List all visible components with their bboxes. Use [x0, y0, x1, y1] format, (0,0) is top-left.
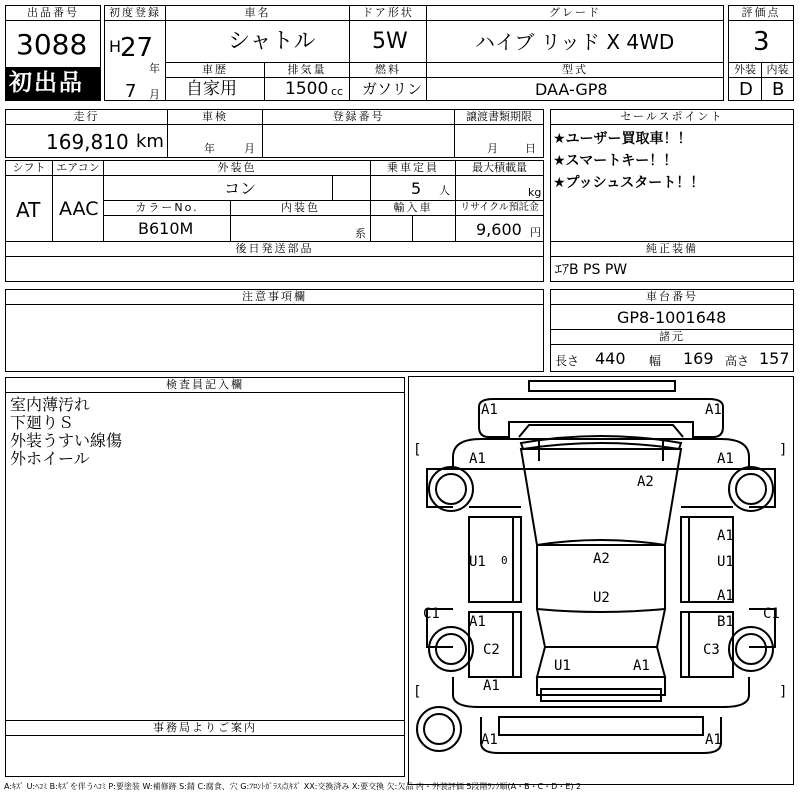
- recycle-amount: 9,600: [476, 220, 522, 239]
- mileage-unit: km: [136, 131, 164, 152]
- notes-label: 注意事項欄: [5, 289, 544, 305]
- diagram-mark-6: U1: [469, 554, 486, 570]
- int-color-unit: 系: [355, 227, 366, 240]
- diagram-mark-18: C3: [703, 642, 720, 658]
- car-name: シャトル: [228, 29, 316, 54]
- reg-number-label: 登録番号: [262, 109, 455, 125]
- mileage: 169,810: [46, 130, 129, 154]
- inspector-line-2: 下廻りＳ: [10, 413, 75, 432]
- diagram-mark-4: A1: [717, 451, 734, 467]
- import-label: 輸入車: [370, 200, 456, 216]
- capacity-label: 乗車定員: [370, 160, 456, 176]
- bracket-left-bottom: [: [413, 684, 422, 700]
- ext-grade-cell: [728, 77, 762, 101]
- inspector-line-4: 外ホイール: [10, 449, 90, 468]
- capacity-unit: 人: [439, 184, 450, 197]
- diagram-mark-2: A1: [705, 402, 722, 418]
- recycle-label: リサイクル預託金: [455, 200, 544, 216]
- later-parts-cell: [5, 256, 544, 282]
- diagram-mark-5: A2: [637, 474, 654, 490]
- import-cell: [370, 215, 456, 242]
- max-load-cell: [455, 175, 544, 201]
- history: 自家用: [186, 79, 237, 99]
- chassis-number: GP8-1001648: [617, 308, 727, 327]
- score-label: 評価点: [728, 5, 794, 21]
- fuel: ガソリン: [362, 80, 423, 98]
- length-label: 長さ: [555, 354, 580, 368]
- diagram-mark-13: B1: [717, 614, 734, 630]
- int-color-cell: [230, 215, 371, 242]
- transfer-cell: [454, 124, 544, 158]
- inspection-cell: [167, 124, 263, 158]
- displacement: 1500: [285, 79, 329, 99]
- ac-cell: [52, 175, 104, 242]
- mileage-cell: [5, 124, 168, 158]
- diagram-mark-11: U2: [593, 590, 610, 606]
- history-cell: [165, 77, 265, 101]
- bracket-right-bottom: ]: [779, 684, 788, 700]
- door-label: ドア形状: [349, 5, 427, 21]
- month-unit: 月: [149, 88, 160, 101]
- diagram-mark-20: A1: [633, 658, 650, 674]
- office-cell: [5, 735, 405, 777]
- diagram-mark-9: U1: [717, 554, 734, 570]
- lot-number: 3088: [16, 28, 88, 61]
- damage-diagram: [408, 376, 794, 785]
- ac: AAC: [59, 198, 99, 220]
- ext-grade: D: [739, 79, 753, 100]
- era: H: [109, 37, 122, 56]
- dims-cell: [550, 344, 794, 372]
- diagram-mark-14: C1: [423, 606, 440, 622]
- chassis-label: 車台番号: [550, 289, 794, 305]
- displacement-cell: [264, 77, 350, 101]
- import-divider: [412, 216, 413, 242]
- insp-year-unit: 年: [204, 142, 215, 155]
- transfer-label: 譲渡書類期限: [454, 109, 544, 125]
- history-label: 車歴: [165, 62, 265, 78]
- equipment-cell: [550, 256, 794, 282]
- inspector-line-1: 室内薄汚れ: [10, 395, 91, 414]
- diagram-mark-7: A1: [717, 528, 734, 544]
- lot-number-label: 出品番号: [5, 5, 101, 21]
- equipment: ｴｱB PS PW: [555, 262, 628, 278]
- grade-label: グレード: [426, 5, 724, 21]
- door-type: 5W: [372, 29, 408, 54]
- sales-point-2: ★スマートキー！！: [553, 153, 678, 169]
- reg-number-cell: [262, 124, 455, 158]
- transfer-day-unit: 日: [525, 142, 536, 155]
- int-grade-label: 内装: [761, 62, 794, 78]
- dims-label: 諸元: [550, 329, 794, 345]
- car-name-label: 車名: [165, 5, 350, 21]
- fuel-cell: [349, 77, 427, 101]
- sales-point-cell: [550, 124, 794, 242]
- height-label: 高さ: [725, 354, 750, 368]
- diagram-mark-1: A1: [481, 402, 498, 418]
- chassis-cell: [550, 304, 794, 330]
- shift: AT: [16, 198, 41, 222]
- score: 3: [753, 27, 770, 57]
- diagram-mark-15: C1: [763, 606, 780, 622]
- model-code: DAA-GP8: [535, 80, 608, 99]
- inspector-line-3: 外装うすい線傷: [10, 431, 123, 450]
- sales-point-label: セールスポイント: [550, 109, 794, 125]
- height: 157: [759, 349, 790, 368]
- transfer-month-unit: 月: [487, 142, 498, 155]
- ext-color-label: 外装色: [103, 160, 371, 176]
- model-label: 型式: [426, 62, 724, 78]
- color-no-label: カラーNo.: [103, 200, 231, 216]
- sales-point-1: ★ユーザー買取車！！: [553, 131, 692, 147]
- grade: ハイブ リッド X 4WD: [475, 30, 675, 54]
- zero-mark: 0: [501, 554, 508, 567]
- inspector-cell: [5, 392, 405, 721]
- notes-cell: [5, 304, 544, 372]
- diagram-mark-21: A1: [483, 678, 500, 694]
- office-label: 事務局よりご案内: [5, 720, 405, 736]
- fuel-label: 燃料: [349, 62, 427, 78]
- first-listing-text: 初出品: [9, 70, 84, 96]
- reg-year: 27: [120, 33, 154, 63]
- shift-label: シフト: [5, 160, 53, 176]
- color-no: B610M: [138, 219, 194, 238]
- first-reg-label: 初度登録: [104, 5, 166, 21]
- first-reg-cell: [104, 20, 166, 101]
- year-unit: 年: [149, 62, 160, 75]
- max-load-label: 最大積載量: [455, 160, 544, 176]
- insp-month-unit: 月: [244, 142, 255, 155]
- max-load-unit: kg: [528, 186, 542, 199]
- ext-grade-label: 外装: [728, 62, 762, 78]
- ext-color: コン: [224, 179, 257, 198]
- bracket-left-top: [: [413, 442, 422, 458]
- diagram-mark-24: A1: [705, 732, 722, 748]
- equipment-label: 純正装備: [550, 241, 794, 257]
- recycle-cell: [455, 215, 544, 242]
- score-cell: [728, 20, 794, 63]
- diagram-mark-19: U1: [554, 658, 571, 674]
- capacity-cell: [370, 175, 456, 201]
- length: 440: [595, 349, 626, 368]
- model-cell: [426, 77, 724, 101]
- ext-color-cell: [103, 175, 371, 201]
- car-outline-icon: [409, 377, 793, 784]
- legend: A:ｷｽﾞ U:ﾍｺﾐ B:ｷｽﾞを伴うﾍｺﾐ P:要塗装 W:補修跡 S:錆 C:腐食、穴 G:ﾌﾛﾝﾄｶﾞﾗｽ点ｷｽﾞ XX:交換済み X:要交換 欠:欠品 内・外装評価 5段階ﾗﾝｸ順(A・B・C・D・E) 2: [4, 782, 582, 791]
- diagram-mark-10: A1: [717, 588, 734, 604]
- diagram-mark-3: A1: [469, 451, 486, 467]
- door-cell: [349, 20, 427, 63]
- shift-cell: [5, 175, 53, 242]
- grade-cell: [426, 20, 724, 63]
- lot-number-cell: [5, 20, 101, 68]
- car-name-cell: [165, 20, 350, 63]
- first-listing-badge: [5, 67, 101, 101]
- ac-label: エアコン: [52, 160, 104, 176]
- inspection-label: 車検: [167, 109, 263, 125]
- diagram-mark-23: A1: [481, 732, 498, 748]
- sales-point-3: ★プッシュスタート！！: [553, 175, 705, 191]
- diagram-mark-17: C2: [483, 642, 500, 658]
- bracket-right-top: ]: [779, 442, 788, 458]
- inspector-label: 検査員記入欄: [5, 377, 405, 393]
- width: 169: [683, 349, 714, 368]
- displacement-unit: cc: [331, 85, 344, 98]
- color-no-cell: [103, 215, 231, 242]
- diagram-mark-12: A1: [469, 614, 486, 630]
- mileage-label: 走行: [5, 109, 168, 125]
- diagram-mark-8: A2: [593, 551, 610, 567]
- int-grade: B: [772, 79, 785, 100]
- int-color-label: 内装色: [230, 200, 371, 216]
- ext-color-divider: [332, 176, 333, 201]
- displacement-label: 排気量: [264, 62, 350, 78]
- int-grade-cell: [761, 77, 794, 101]
- reg-month: 7: [125, 81, 137, 102]
- capacity: 5: [411, 179, 422, 198]
- width-label: 幅: [649, 354, 662, 368]
- later-parts-label: 後日発送部品: [5, 241, 544, 257]
- recycle-unit: 円: [530, 226, 541, 239]
